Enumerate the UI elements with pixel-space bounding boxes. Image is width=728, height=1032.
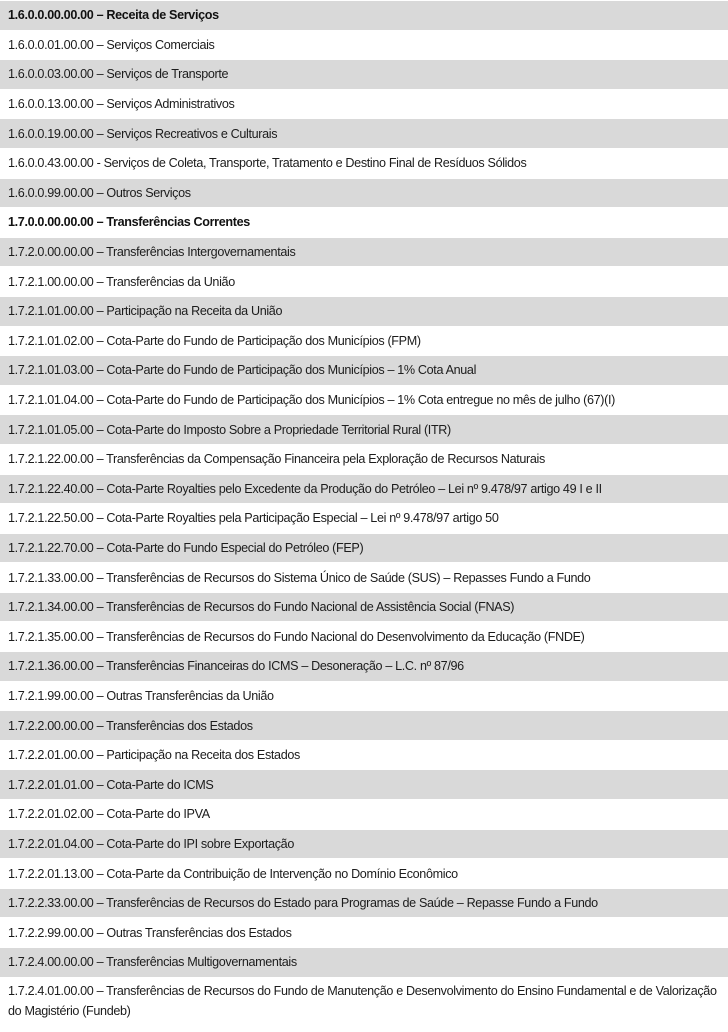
table-row: 1.7.2.1.34.00.00 – Transferências de Recursos do Fundo Nacional de Assistência Social (FNAS): [0, 593, 728, 623]
table-row: 1.7.2.1.22.50.00 – Cota-Parte Royalties pela Participação Especial – Lei nº 9.478/97 artigo 50: [0, 504, 728, 534]
table-row: 1.7.2.2.01.02.00 – Cota-Parte do IPVA: [0, 800, 728, 830]
table-row: 1.7.2.1.35.00.00 – Transferências de Recursos do Fundo Nacional do Desenvolvimento da Educação (FNDE): [0, 622, 728, 652]
table-row: 1.6.0.0.00.00.00 – Receita de Serviços: [0, 1, 728, 31]
table-row: 1.7.2.1.01.02.00 – Cota-Parte do Fundo de Participação dos Municípios (FPM): [0, 327, 728, 357]
table-row: 1.7.2.1.36.00.00 – Transferências Financeiras do ICMS – Desoneração – L.C. nº 87/96: [0, 652, 728, 682]
table-row: 1.7.2.4.00.00.00 – Transferências Multigovernamentais: [0, 948, 728, 978]
table-row: 1.7.2.1.22.70.00 – Cota-Parte do Fundo Especial do Petróleo (FEP): [0, 534, 728, 564]
table-row: 1.7.2.1.22.40.00 – Cota-Parte Royalties pelo Excedente da Produção do Petróleo – Lei nº 9.478/97 artigo 49 I e II: [0, 475, 728, 505]
table-row: 1.6.0.0.13.00.00 – Serviços Administrativos: [0, 90, 728, 120]
table-row: 1.7.2.1.33.00.00 – Transferências de Recursos do Sistema Único de Saúde (SUS) – Repasses Fundo a Fundo: [0, 563, 728, 593]
table-row: 1.7.2.2.00.00.00 – Transferências dos Estados: [0, 711, 728, 741]
table-row: 1.7.2.0.00.00.00 – Transferências Intergovernamentais: [0, 238, 728, 268]
table-row: 1.7.2.2.01.04.00 – Cota-Parte do IPI sobre Exportação: [0, 830, 728, 860]
table-row: 1.7.2.1.22.00.00 – Transferências da Compensação Financeira pela Exploração de Recursos Naturais: [0, 445, 728, 475]
table-row: 1.7.2.4.01.00.00 – Transferências de Recursos do Fundo de Manutenção e Desenvolvimento do Ensino Fundamental e de Valorização do Magistério (Fundeb): [0, 978, 728, 1026]
table-row: 1.7.2.2.01.00.00 – Participação na Receita dos Estados: [0, 741, 728, 771]
table-row: 1.6.0.0.03.00.00 – Serviços de Transporte: [0, 60, 728, 90]
table-row: 1.7.2.1.01.00.00 – Participação na Receita da União: [0, 297, 728, 327]
table-row: 1.6.0.0.01.00.00 – Serviços Comerciais: [0, 31, 728, 61]
table-row: 1.7.2.1.01.03.00 – Cota-Parte do Fundo de Participação dos Municípios – 1% Cota Anual: [0, 356, 728, 386]
table-row: 1.7.2.2.99.00.00 – Outras Transferências dos Estados: [0, 918, 728, 948]
table-row: 1.7.2.2.01.13.00 – Cota-Parte da Contribuição de Intervenção no Domínio Econômico: [0, 859, 728, 889]
table-row: 1.7.2.1.01.05.00 – Cota-Parte do Imposto Sobre a Propriedade Territorial Rural (ITR): [0, 415, 728, 445]
table-row: 1.7.2.1.00.00.00 – Transferências da União: [0, 267, 728, 297]
table-row: 1.7.2.2.01.01.00 – Cota-Parte do ICMS: [0, 770, 728, 800]
table-row: 1.7.2.2.33.00.00 – Transferências de Recursos do Estado para Programas de Saúde – Repasse Fundo a Fundo: [0, 889, 728, 919]
table-row: 1.6.0.0.43.00.00 - Serviços de Coleta, Transporte, Tratamento e Destino Final de Resíduos Sólidos: [0, 149, 728, 179]
table-row: 1.7.2.1.99.00.00 – Outras Transferências da União: [0, 682, 728, 712]
table-row: 1.6.0.0.19.00.00 – Serviços Recreativos e Culturais: [0, 119, 728, 149]
table-row: 1.6.0.0.99.00.00 – Outros Serviços: [0, 179, 728, 209]
table-row: 1.7.0.0.00.00.00 – Transferências Correntes: [0, 208, 728, 238]
table-row: 1.7.2.1.01.04.00 – Cota-Parte do Fundo de Participação dos Municípios – 1% Cota entregue no mês de julho (67)(I): [0, 386, 728, 416]
